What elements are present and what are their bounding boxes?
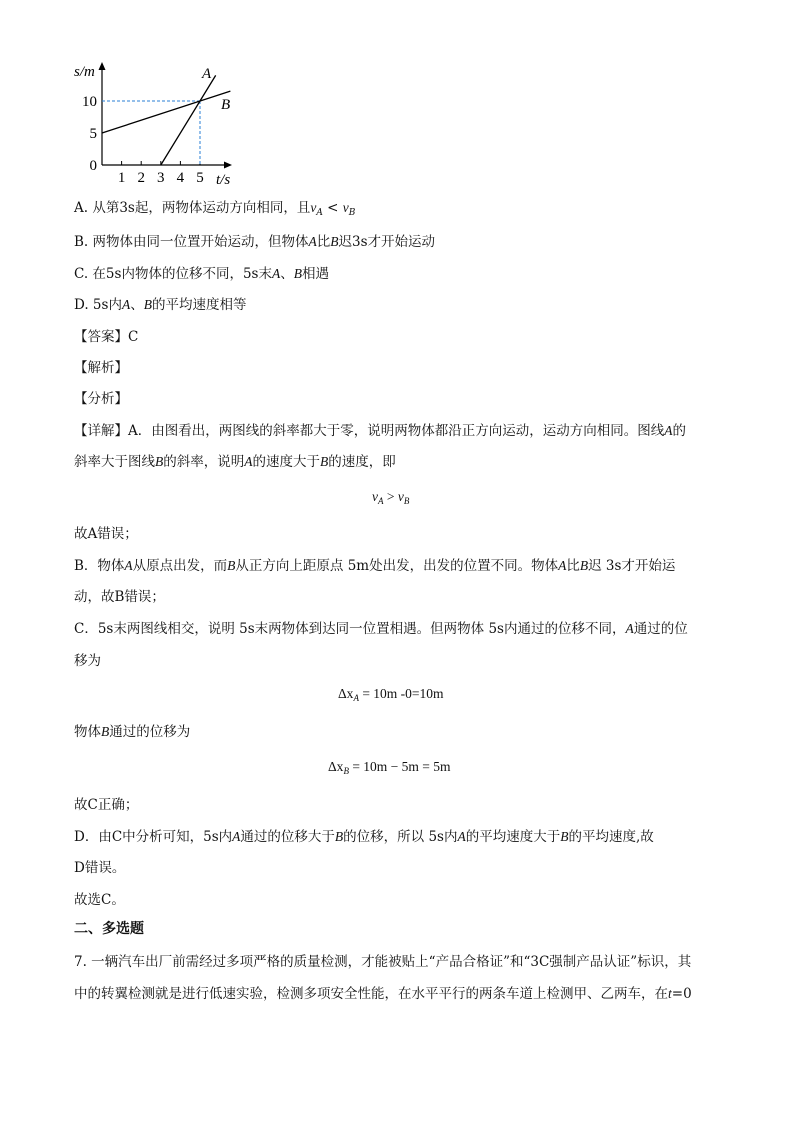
formula-va-gt-vb: $v_A > v_B$ — [372, 489, 410, 506]
detail-line-12: 故选C。 — [74, 892, 125, 908]
x-tick-label: 4 — [176, 170, 185, 186]
detail-line-2: 斜率大于图线B的斜率，说明A的速度大于B的速度，即 — [74, 454, 396, 470]
x-tick-label: 1 — [117, 170, 126, 186]
section-title: 二、多选题 — [74, 921, 144, 937]
detail-line-5: 动，故B错误； — [74, 589, 165, 605]
y-tick-label: 10 — [82, 94, 97, 110]
y-tick-label: 0 — [89, 158, 97, 174]
detail-line-8: 物体B通过的位移为 — [74, 724, 191, 740]
y-axis-arrow — [99, 62, 106, 70]
question-7-line-1: 7. 一辆汽车出厂前需经过多项严格的质量检测，才能被贴上“产品合格证”和“3C强制产品认证”标识，其 — [74, 954, 692, 970]
detail-line-3: 故A错误； — [74, 526, 138, 542]
detail-line-11: D错误。 — [74, 860, 126, 876]
y-tick-label: 5 — [89, 126, 97, 142]
detail-line-7: 移为 — [74, 653, 101, 669]
x-axis-arrow — [224, 162, 232, 169]
option-b: B. 两物体由同一位置开始运动，但物体A比B迟3s才开始运动 — [74, 234, 436, 250]
formula-dxa: $\Delta x_A = 10m$ -0=10m — [338, 686, 444, 703]
x-tick-label: 2 — [137, 170, 145, 186]
line-a-label: A — [202, 66, 212, 82]
question-7-line-2: 中的转翼检测就是进行低速实验，检测多项安全性能，在水平平行的两条车道上检测甲、乙两车，在t=0 — [74, 986, 692, 1002]
line-a — [161, 75, 216, 165]
detail-line-1: 【详解】A．由图看出，两图线的斜率都大于零，说明两物体都沿正方向运动，运动方向相同。图线A的 — [74, 423, 686, 439]
line-b — [102, 91, 230, 133]
option-c: C. 在5s内物体的位移不同，5s末A、B相遇 — [74, 266, 329, 282]
fenxi-heading: 【分析】 — [74, 391, 128, 407]
y-axis-label: s/m — [74, 64, 95, 80]
detail-line-9: 故C正确； — [74, 797, 139, 813]
s-t-graph — [0, 0, 794, 200]
x-axis-label: t/s — [216, 172, 231, 188]
option-d: D. 5s内A、B的平均速度相等 — [74, 297, 247, 313]
x-tick-label: 3 — [157, 170, 165, 186]
answer: 【答案】C — [74, 329, 139, 345]
x-tick-label: 5 — [196, 170, 204, 186]
detail-line-6: C．5s末两图线相交，说明 5s末两物体到达同一位置相遇。但两物体 5s内通过的位移不同，A通过的位 — [74, 621, 688, 637]
formula-dxb: $\Delta x_B = 10m - 5m = 5m$ — [328, 759, 451, 776]
detail-line-4: B．物体A从原点出发，而B从正方向上距原点 5m处出发，出发的位置不同。物体A比B迟 3s才开始运 — [74, 558, 676, 574]
line-b-label: B — [221, 97, 231, 113]
detail-line-10: D．由C中分析可知，5s内A通过的位移大于B的位移，所以 5s内A的平均速度大于B的平均速度,故 — [74, 829, 654, 845]
analysis-heading: 【解析】 — [74, 360, 128, 376]
option-a: A. 从第3s起，两物体运动方向相同，且$v_A < v_B$ — [74, 200, 356, 218]
